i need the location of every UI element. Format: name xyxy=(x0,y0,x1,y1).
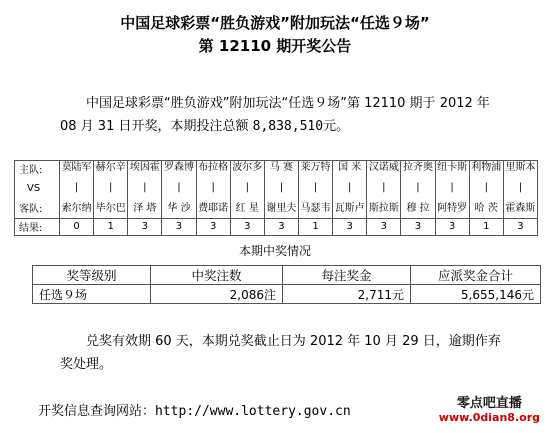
match-cell xyxy=(435,161,469,219)
match-results-table xyxy=(14,160,538,236)
away-team: 索尔纳 xyxy=(61,203,92,214)
vs-label: VS xyxy=(27,182,41,194)
away-team: 斯拉斯 xyxy=(368,203,399,214)
announcement-subtitle: 第 12110 期开奖公告 xyxy=(198,37,352,55)
home-team: 纽卡斯 xyxy=(437,162,468,173)
match-cell xyxy=(264,161,298,219)
prize-row xyxy=(33,285,541,304)
header-level: 奖等级别 xyxy=(33,266,151,285)
away-team: 谢里夫 xyxy=(266,203,297,214)
match-cell xyxy=(333,161,367,219)
away-team: 瓦斯卢 xyxy=(334,203,365,214)
lottery-site-line xyxy=(38,400,351,419)
header-each: 每注奖金 xyxy=(283,266,411,285)
prize-level: 任选９场 xyxy=(33,285,151,304)
match-result: 3 xyxy=(128,218,162,235)
prize-header-row xyxy=(33,266,541,285)
away-team: 穆 拉 xyxy=(406,203,430,214)
home-team: 汉诺威 xyxy=(368,162,399,173)
site-label: 开奖信息查询网站： xyxy=(38,404,156,419)
vs-separator: | xyxy=(177,182,181,193)
away-team: 马瑟韦 xyxy=(300,203,331,214)
match-cell xyxy=(60,161,94,219)
match-result: 3 xyxy=(435,218,469,235)
away-team: 霍森斯 xyxy=(505,203,536,214)
vs-separator: | xyxy=(382,182,386,193)
away-team: 红 星 xyxy=(235,203,259,214)
match-result: 1 xyxy=(298,218,332,235)
home-team: 赫尔辛 xyxy=(95,162,126,173)
site-url-link[interactable]: http://www.lottery.gov.cn xyxy=(155,404,351,419)
home-team: 国 米 xyxy=(338,162,362,173)
home-team: 马 赛 xyxy=(269,162,293,173)
match-cell xyxy=(94,161,128,219)
vs-separator: | xyxy=(245,182,249,193)
match-cell xyxy=(230,161,264,219)
intro-end: 。 xyxy=(336,119,350,134)
validity-text: 兑奖有效期 60 天，本期兑奖截止日为 2012 年 10 月 29 日，逾期作弃奖处理。 xyxy=(60,334,501,372)
match-result: 3 xyxy=(264,218,298,235)
match-result: 3 xyxy=(230,218,264,235)
match-result: 3 xyxy=(503,218,537,235)
match-cell xyxy=(162,161,196,219)
vs-separator: | xyxy=(74,182,79,193)
prize-total: 5,655,146元 xyxy=(411,285,541,304)
vs-separator: | xyxy=(484,182,488,193)
prize-table xyxy=(32,265,541,304)
vs-separator: | xyxy=(416,182,420,193)
match-cell xyxy=(469,161,503,219)
vs-separator: | xyxy=(143,182,147,193)
match-cell xyxy=(367,161,401,219)
away-label: 客队: xyxy=(19,204,43,215)
announcement-title: 中国足球彩票“胜负游戏”附加玩法“任选９场” xyxy=(120,14,430,32)
match-cell xyxy=(401,161,435,219)
home-team: 波尔多 xyxy=(232,162,263,173)
home-team: 利物浦 xyxy=(471,162,502,173)
home-team: 埃因霍 xyxy=(129,162,160,173)
vs-separator: | xyxy=(313,182,318,193)
home-team: 莱万特 xyxy=(300,162,331,173)
prize-each: 2,711元 xyxy=(283,285,411,304)
vs-separator: | xyxy=(518,182,523,193)
vs-separator: | xyxy=(348,182,352,193)
validity-paragraph xyxy=(60,330,510,376)
away-team: 泽 塔 xyxy=(133,203,157,214)
match-result: 3 xyxy=(162,218,196,235)
away-team: 费耶诺 xyxy=(198,203,229,214)
vs-separator: | xyxy=(279,182,284,193)
match-teams-row xyxy=(15,161,538,219)
away-team: 毕尔巴 xyxy=(95,203,126,214)
vs-separator: | xyxy=(450,182,454,193)
home-team: 里斯本 xyxy=(505,162,536,173)
home-team: 莫陆军 xyxy=(61,162,92,173)
away-team: 哈 茨 xyxy=(474,203,498,214)
match-result: 1 xyxy=(94,218,128,235)
match-result: 0 xyxy=(60,218,94,235)
watermark-url: www.0dian8.org xyxy=(438,411,540,424)
home-team: 布拉格 xyxy=(198,162,229,173)
match-cell xyxy=(128,161,162,219)
match-cell xyxy=(503,161,537,219)
vs-separator: | xyxy=(211,182,215,193)
match-result: 3 xyxy=(333,218,367,235)
match-cell xyxy=(196,161,230,219)
prize-count: 2,086注 xyxy=(151,285,283,304)
vs-separator: | xyxy=(109,182,113,193)
prize-section-title: 本期中奖情况 xyxy=(238,244,311,258)
match-result-row xyxy=(15,218,538,235)
match-result: 3 xyxy=(367,218,401,235)
home-label: 主队: xyxy=(19,165,43,176)
header-count: 中奖注数 xyxy=(151,266,283,285)
team-labels-cell xyxy=(15,161,60,219)
result-label: 结果: xyxy=(15,218,60,235)
match-result: 1 xyxy=(469,218,503,235)
intro-paragraph xyxy=(60,92,510,138)
match-result: 3 xyxy=(401,218,435,235)
intro-text: 中国足球彩票“胜负游戏”附加玩法“任选９场”第 12110 期于 2012 年 08 月 31 日开奖，本期投注总额 xyxy=(60,96,490,134)
away-team: 阿特罗 xyxy=(437,203,468,214)
match-cell xyxy=(298,161,332,219)
match-result: 3 xyxy=(196,218,230,235)
total-bet-amount: 8,838,510元 xyxy=(252,119,337,134)
watermark-logo xyxy=(439,396,540,425)
away-team: 华 沙 xyxy=(167,203,191,214)
home-team: 罗森博 xyxy=(163,162,194,173)
header-total: 应派奖金合计 xyxy=(411,266,541,285)
home-team: 拉齐奥 xyxy=(402,162,433,173)
watermark-name: 零点吧直播 xyxy=(456,396,522,411)
